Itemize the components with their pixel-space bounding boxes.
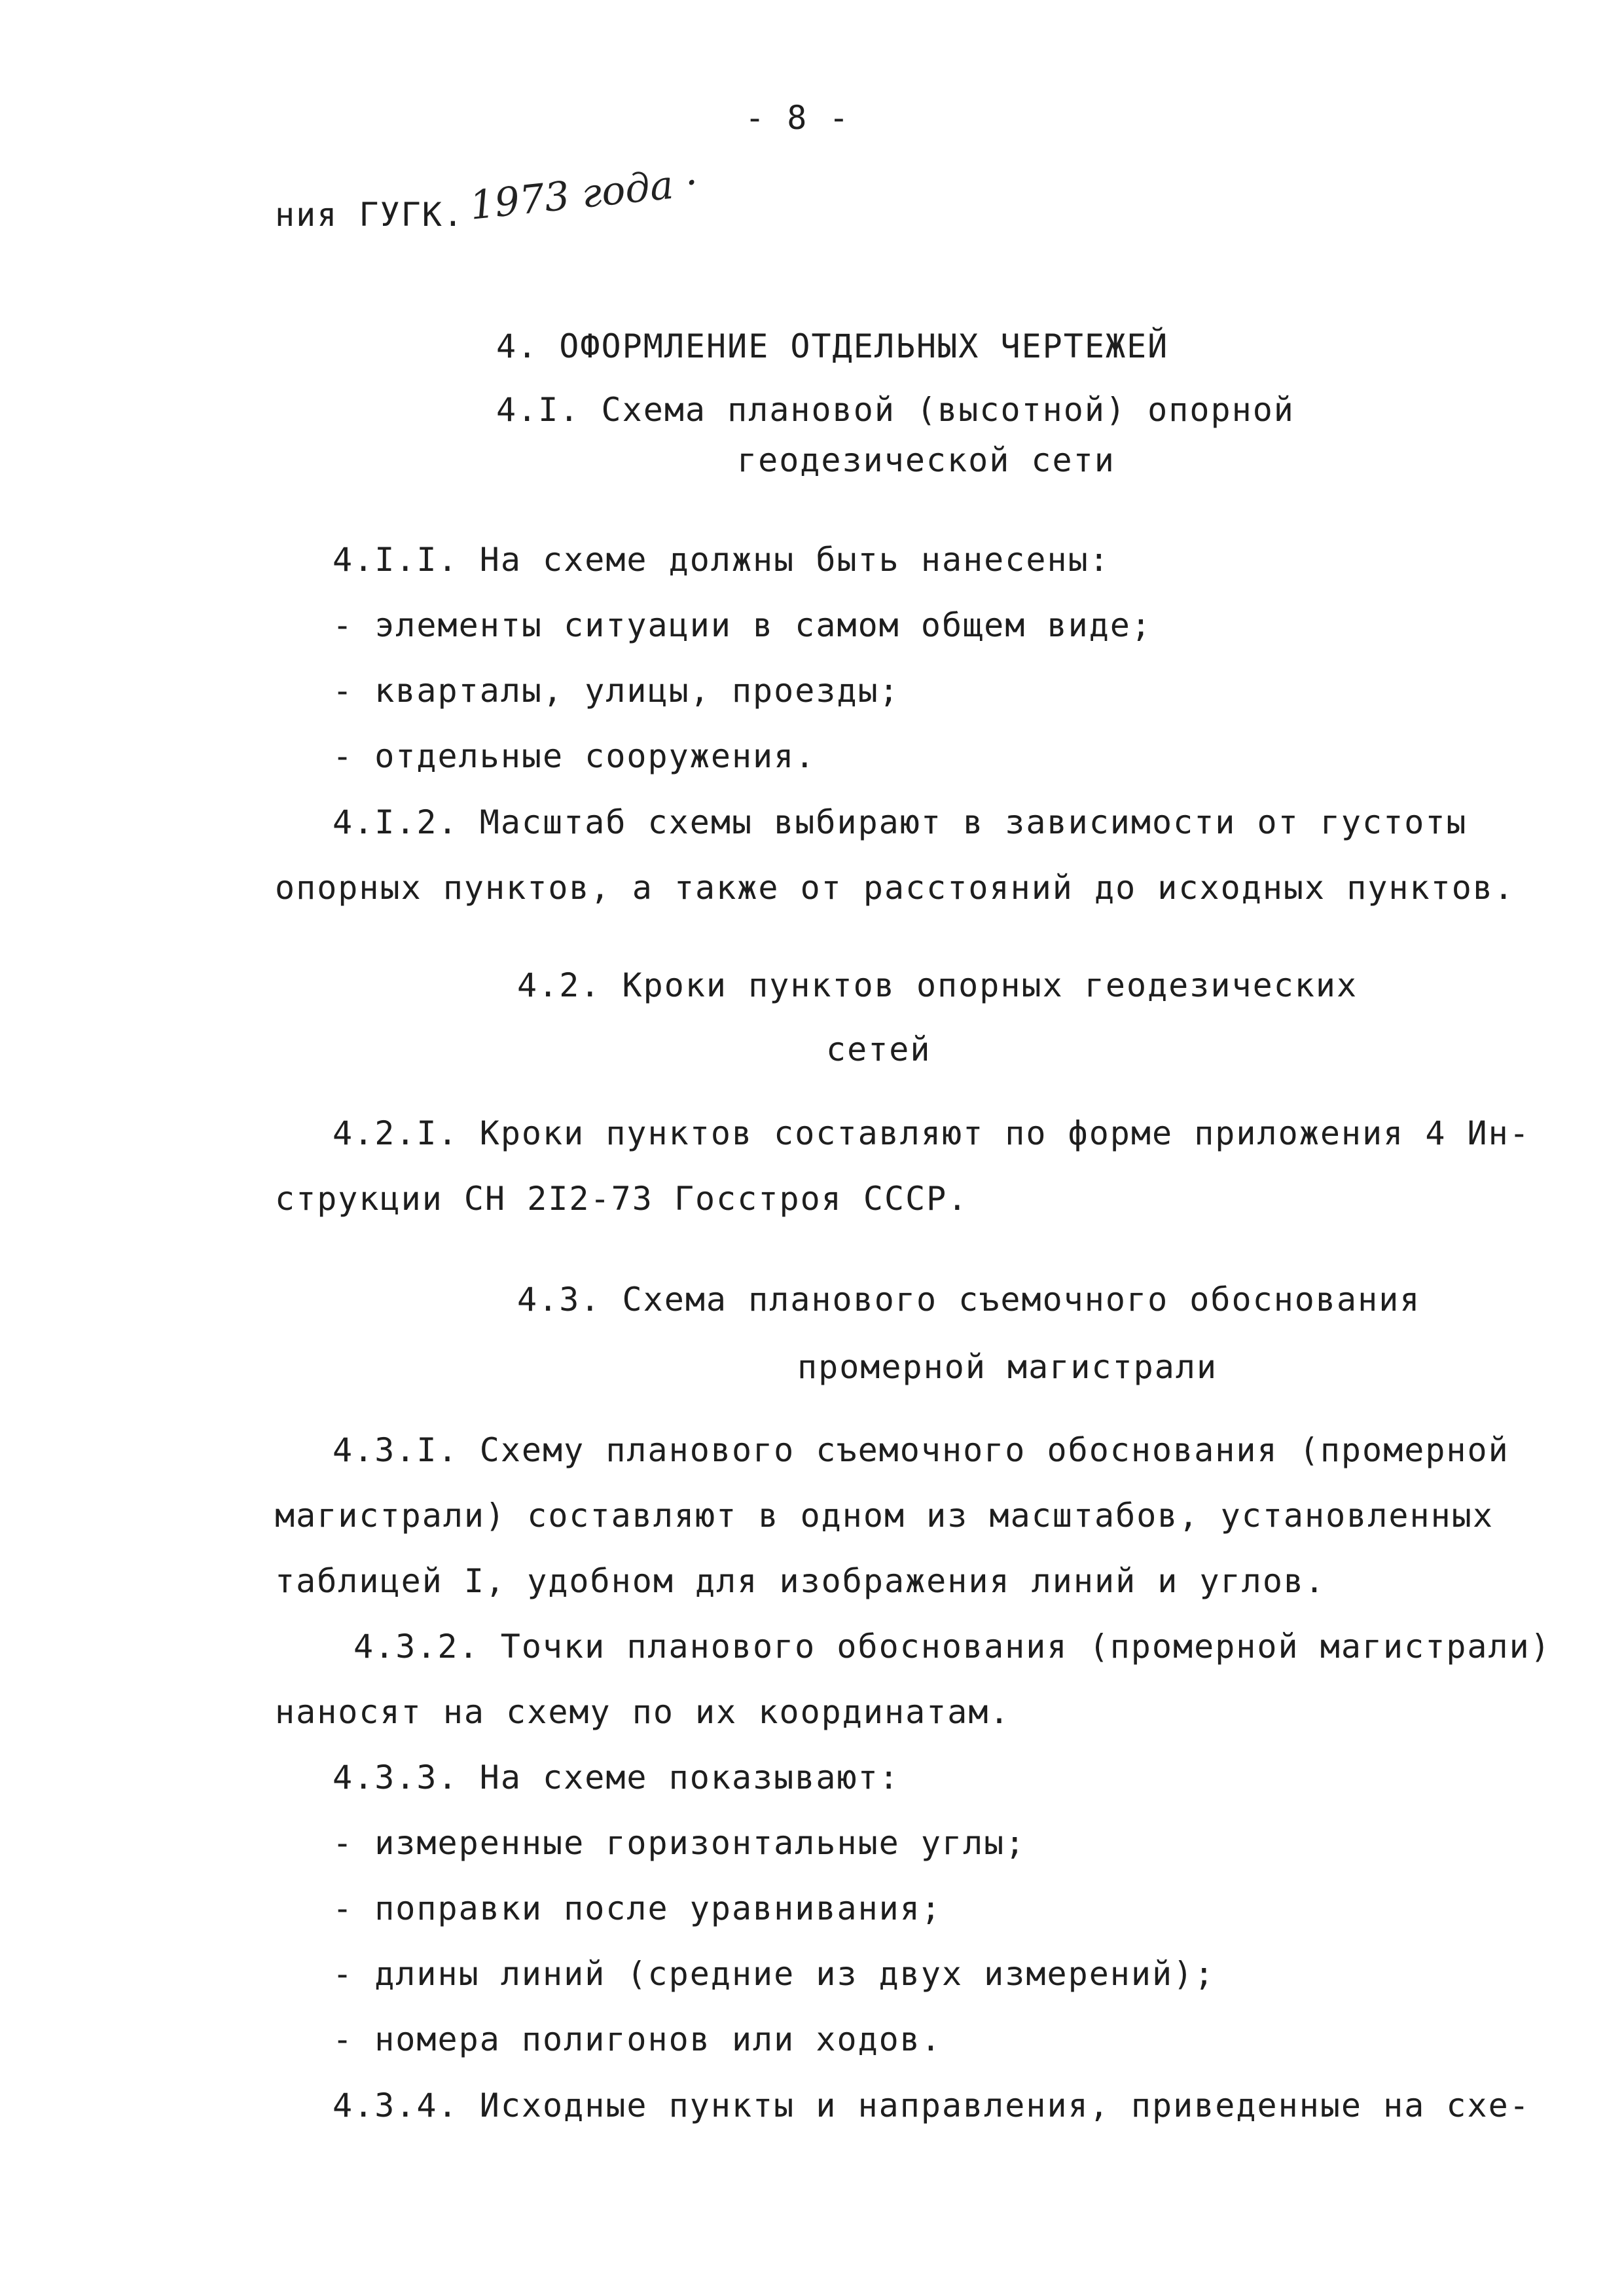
list-item: - поправки после уравнивания; <box>333 1889 942 1927</box>
paragraph-4-3-2-line1: 4.3.2. Точки планового обоснования (промерной магистрали) <box>353 1628 1551 1666</box>
paragraph-4-3-1-line1: 4.3.I. Схему планового съемочного обоснования (промерной <box>333 1431 1509 1469</box>
section-4-heading: 4. ОФОРМЛЕНИЕ ОТДЕЛЬНЫХ ЧЕРТЕЖЕЙ <box>496 327 1169 365</box>
list-item: - номера полигонов или ходов. <box>333 2020 942 2058</box>
paragraph-4-3-2-line2: наносят на схему по их координатам. <box>275 1693 1011 1731</box>
page-number: - 8 - <box>745 99 850 137</box>
continuation-typed-text: ния ГУГК. <box>275 196 464 234</box>
list-item: - длины линий (средние из двух измерений); <box>333 1955 1216 1993</box>
section-4-1-heading-line2: геодезической сети <box>737 441 1115 479</box>
list-item: - измеренные горизонтальные углы; <box>333 1824 1026 1862</box>
paragraph-4-3-3: 4.3.3. На схеме показывают: <box>333 1758 900 1796</box>
paragraph-4-3-4: 4.3.4. Исходные пункты и направления, приведенные на схе- <box>333 2086 1530 2124</box>
list-item: - элементы ситуации в самом общем виде; <box>333 606 1152 644</box>
section-4-2-heading-line2: сетей <box>826 1030 931 1068</box>
list-item: - кварталы, улицы, проезды; <box>333 672 900 710</box>
section-4-1-heading-line1: 4.I. Схема плановой (высотной) опорной <box>496 391 1295 429</box>
handwritten-annotation: 1973 года · <box>467 159 700 229</box>
paragraph-4-2-1-line1: 4.2.I. Кроки пунктов составляют по форме приложения 4 Ин- <box>333 1114 1530 1152</box>
paragraph-4-1-1: 4.I.I. На схеме должны быть нанесены: <box>333 541 1110 579</box>
paragraph-4-1-2-line1: 4.I.2. Масштаб схемы выбирают в зависимости от густоты <box>333 803 1468 841</box>
paragraph-4-3-1-line3: таблицей I, удобном для изображения линий и углов. <box>275 1562 1326 1600</box>
paragraph-4-1-2-line2: опорных пунктов, а также от расстояний до исходных пунктов. <box>275 869 1515 907</box>
section-4-3-heading-line2: промерной магистрали <box>797 1348 1218 1386</box>
list-item: - отдельные сооружения. <box>333 737 816 775</box>
section-4-3-heading-line1: 4.3. Схема планового съемочного обоснования <box>517 1281 1421 1319</box>
paragraph-4-3-1-line2: магистрали) составляют в одном из масштабов, установленных <box>275 1497 1494 1535</box>
section-4-2-heading-line1: 4.2. Кроки пунктов опорных геодезических <box>517 966 1358 1004</box>
paragraph-4-2-1-line2: струкции СН 2I2-73 Госстроя СССР. <box>275 1180 969 1218</box>
